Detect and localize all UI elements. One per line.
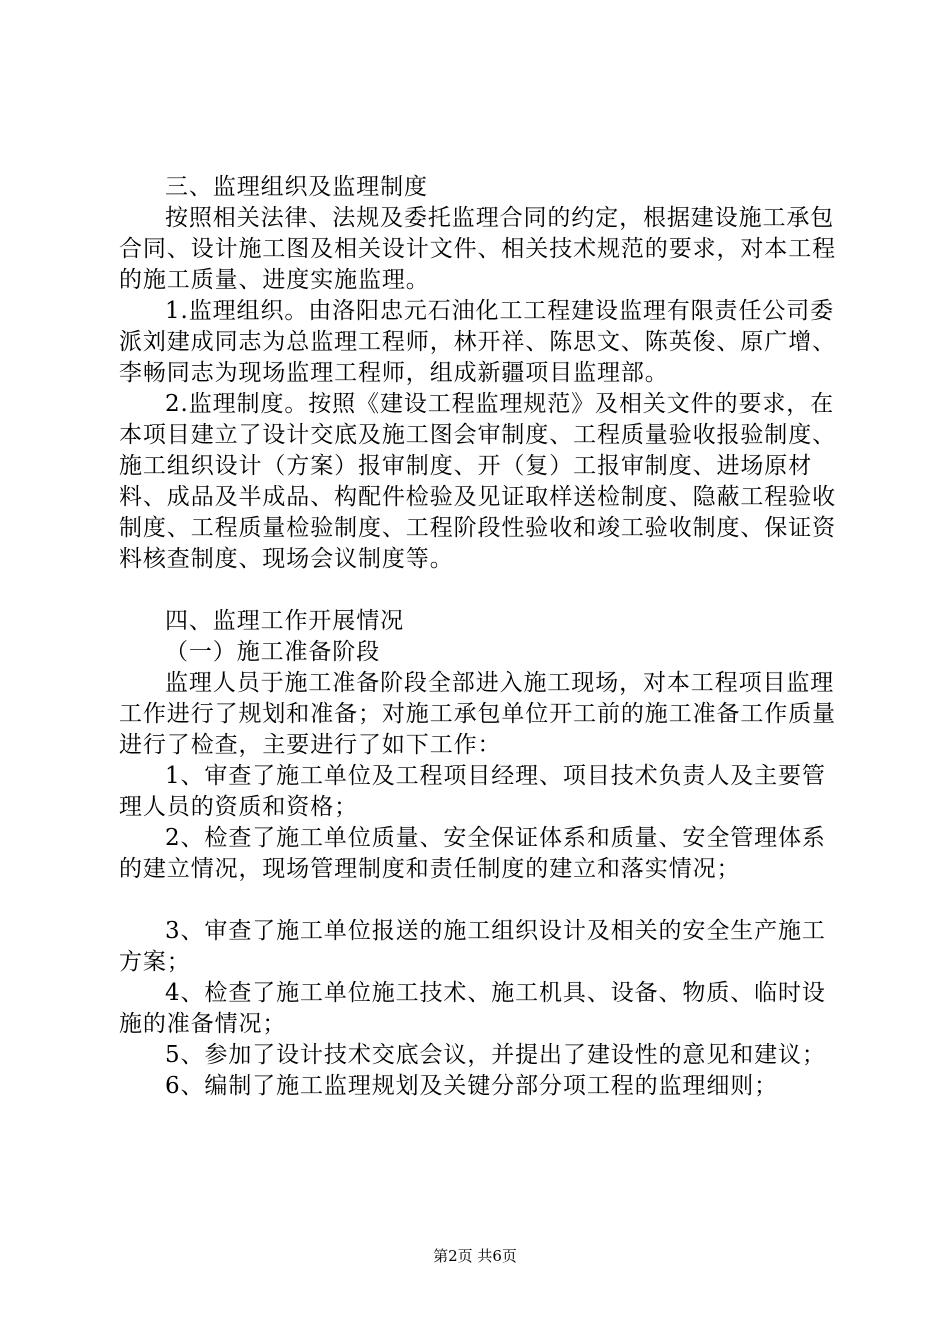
list-item: 4、检查了施工单位施工技术、施工机具、设备、物质、临时设施的准备情况； <box>119 980 826 1037</box>
paragraph: 2.监理制度。按照《建设工程监理规范》及相关文件的要求，在本项目建立了设计交底及施工图会审制度、工程质量验收报验制度、施工组织设计（方案）报审制度、开（复）工报审制度、进场原材料、成品及半成品、构配件检验及见证取样送检制度、隐蔽工程验收制度、工程质量检验制度、工程阶段性验收和竣工验收制度、保证资料核查制度、现场会议制度等。 <box>119 391 836 572</box>
paragraph: 监理人员于施工准备阶段全部进入施工现场，对本工程项目监理工作进行了规划和准备；对施工承包单位开工前的施工准备工作质量进行了检查，主要进行了如下工作： <box>119 670 836 758</box>
list-item: 2、检查了施工单位质量、安全保证体系和质量、安全管理体系的建立情况，现场管理制度和责任制度的建立和落实情况； <box>119 825 826 882</box>
paragraph: 按照相关法律、法规及委托监理合同的约定，根据建设施工承包合同、设计施工图及相关设计文件、相关技术规范的要求，对本工程的施工质量、进度实施监理。 <box>119 205 836 293</box>
list-item: 6、编制了施工监理规划及关键分部分项工程的监理细则； <box>165 1073 779 1099</box>
list-item: 1、审查了施工单位及工程项目经理、项目技术负责人及主要管理人员的资质和资格； <box>119 763 826 820</box>
list-item: 3、审查了施工单位报送的施工组织设计及相关的安全生产施工方案； <box>119 918 826 975</box>
section-heading: 三、监理组织及监理制度 <box>165 174 428 200</box>
spacer <box>119 575 849 606</box>
page-footer: 第2页 共6页 <box>433 1247 517 1265</box>
section-subheading: （一）施工准备阶段 <box>165 639 381 665</box>
paragraph: 1.监理组织。由洛阳忠元石油化工工程建设监理有限责任公司委派刘建成同志为总监理工程师，林开祥、陈思文、陈英俊、原广增、李畅同志为现场监理工程师，组成新疆项目监理部。 <box>119 298 836 386</box>
spacer <box>119 885 849 916</box>
document-body <box>119 172 849 1102</box>
section-heading: 四、监理工作开展情况 <box>165 608 404 634</box>
list-item: 5、参加了设计技术交底会议，并提出了建设性的意见和建议； <box>165 1042 826 1068</box>
